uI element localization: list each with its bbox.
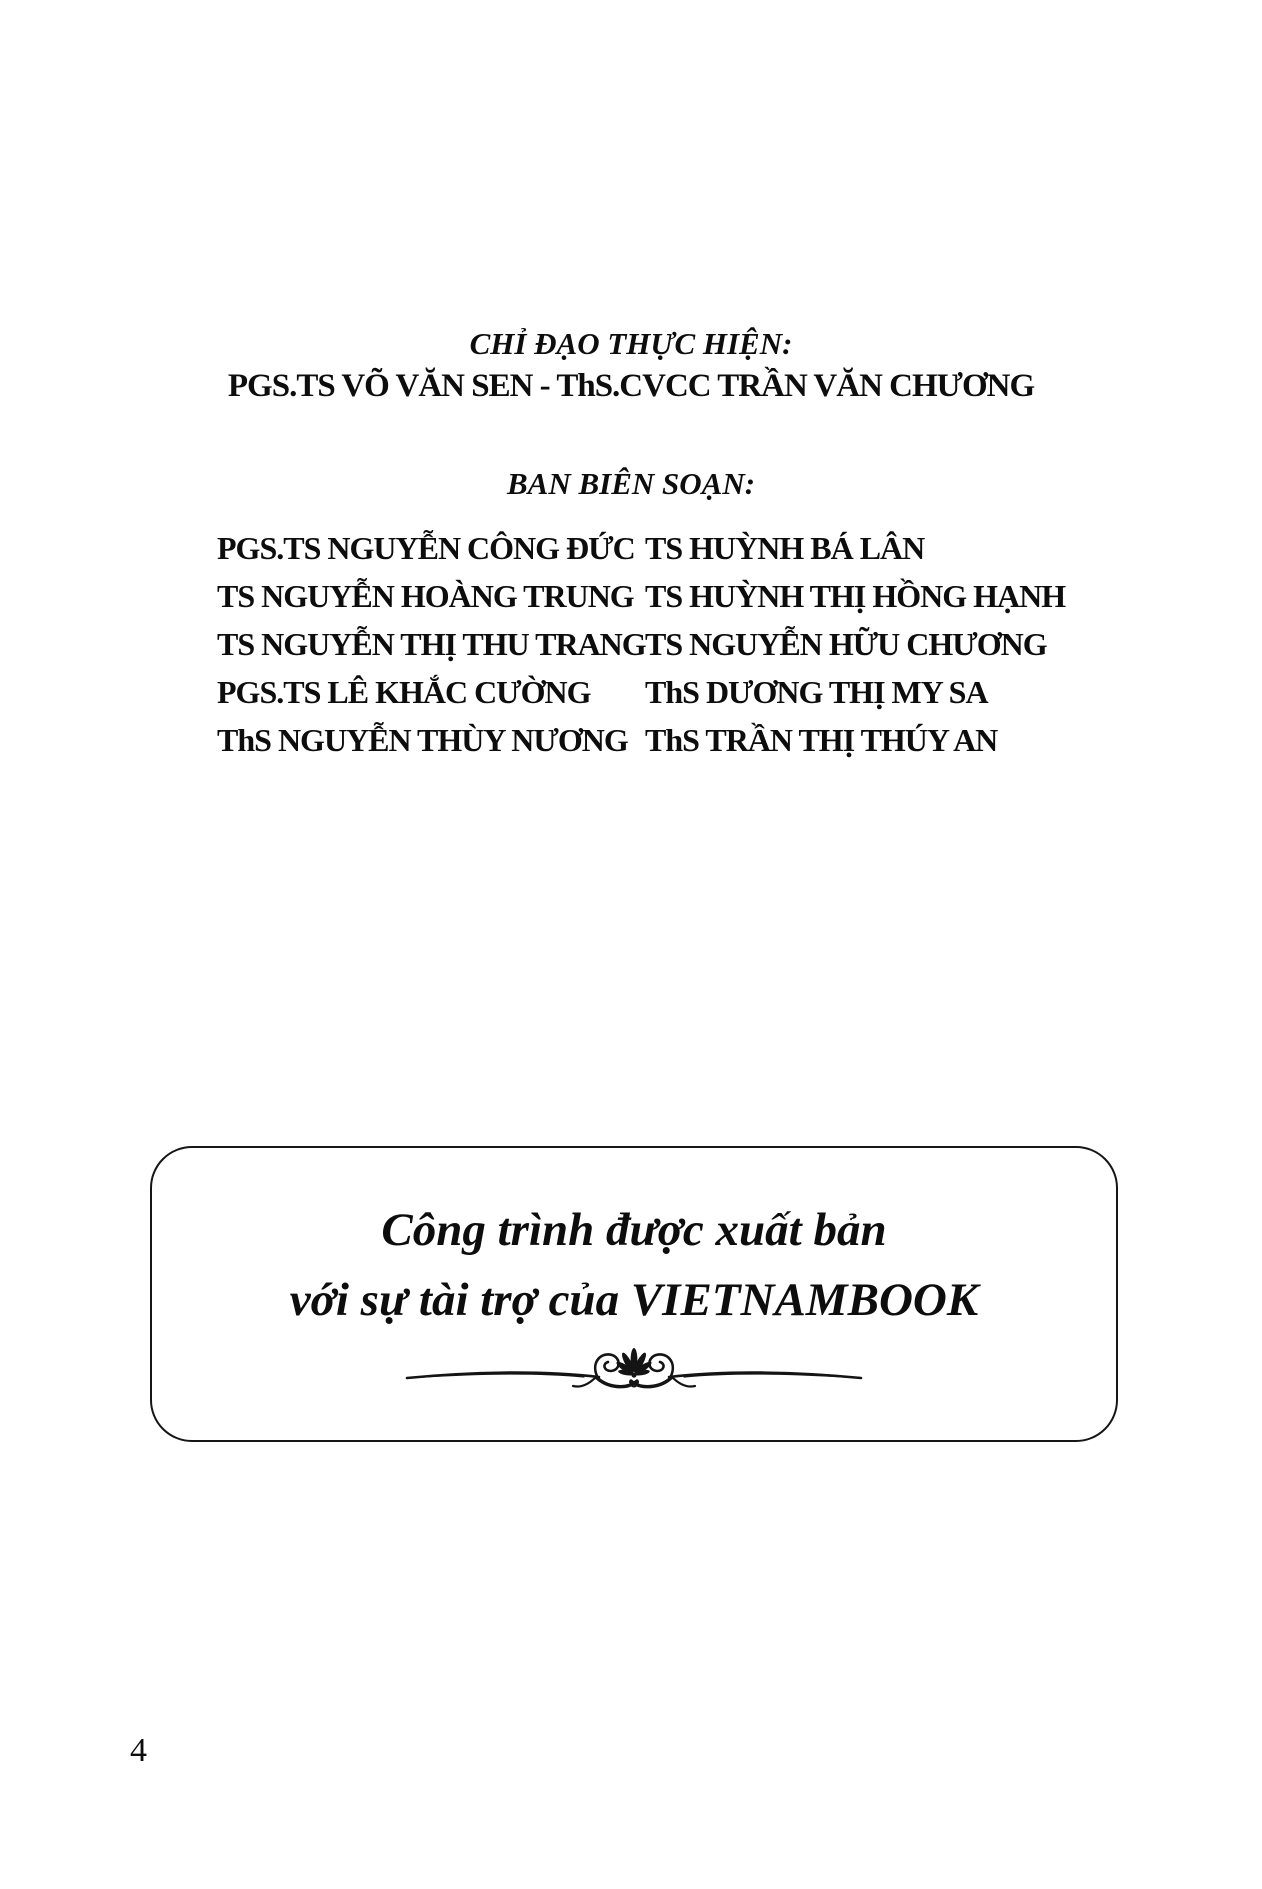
flourish-divider-icon bbox=[399, 1344, 869, 1400]
editorial-board-left-column bbox=[217, 524, 645, 764]
list-item: ThS TRẦN THỊ THÚY AN bbox=[645, 722, 998, 758]
editorial-board-heading: BAN BIÊN SOẠN: bbox=[506, 466, 756, 501]
list-item: ThS NGUYỄN THÙY NƯƠNG bbox=[217, 722, 628, 758]
list-item: ThS DƯƠNG THỊ MY SA bbox=[645, 674, 988, 710]
sponsor-line-2: với sự tài trợ của VIETNAMBOOK bbox=[289, 1274, 979, 1326]
list-item: TS HUỲNH THỊ HỒNG HẠNH bbox=[645, 578, 1066, 614]
page-number: 4 bbox=[130, 1732, 147, 1769]
direction-names-line: PGS.TS VÕ VĂN SEN - ThS.CVCC TRẦN VĂN CHƯƠNG bbox=[227, 368, 1035, 404]
sponsor-line-1: Công trình được xuất bản bbox=[381, 1204, 887, 1256]
sponsor-box bbox=[150, 1146, 1118, 1442]
list-item: PGS.TS NGUYỄN CÔNG ĐỨC bbox=[217, 530, 635, 566]
editorial-board-right-column bbox=[645, 524, 1065, 764]
list-item: PGS.TS LÊ KHẮC CƯỜNG bbox=[217, 674, 591, 710]
list-item: TS NGUYỄN THỊ THU TRANG bbox=[217, 626, 646, 662]
list-item: TS NGUYỄN HOÀNG TRUNG bbox=[217, 578, 634, 614]
editorial-board-list bbox=[217, 524, 1065, 764]
list-item: TS NGUYỄN HỮU CHƯƠNG bbox=[645, 626, 1047, 662]
direction-heading: CHỈ ĐẠO THỰC HIỆN: bbox=[469, 326, 793, 361]
list-item: TS HUỲNH BÁ LÂN bbox=[645, 530, 925, 566]
